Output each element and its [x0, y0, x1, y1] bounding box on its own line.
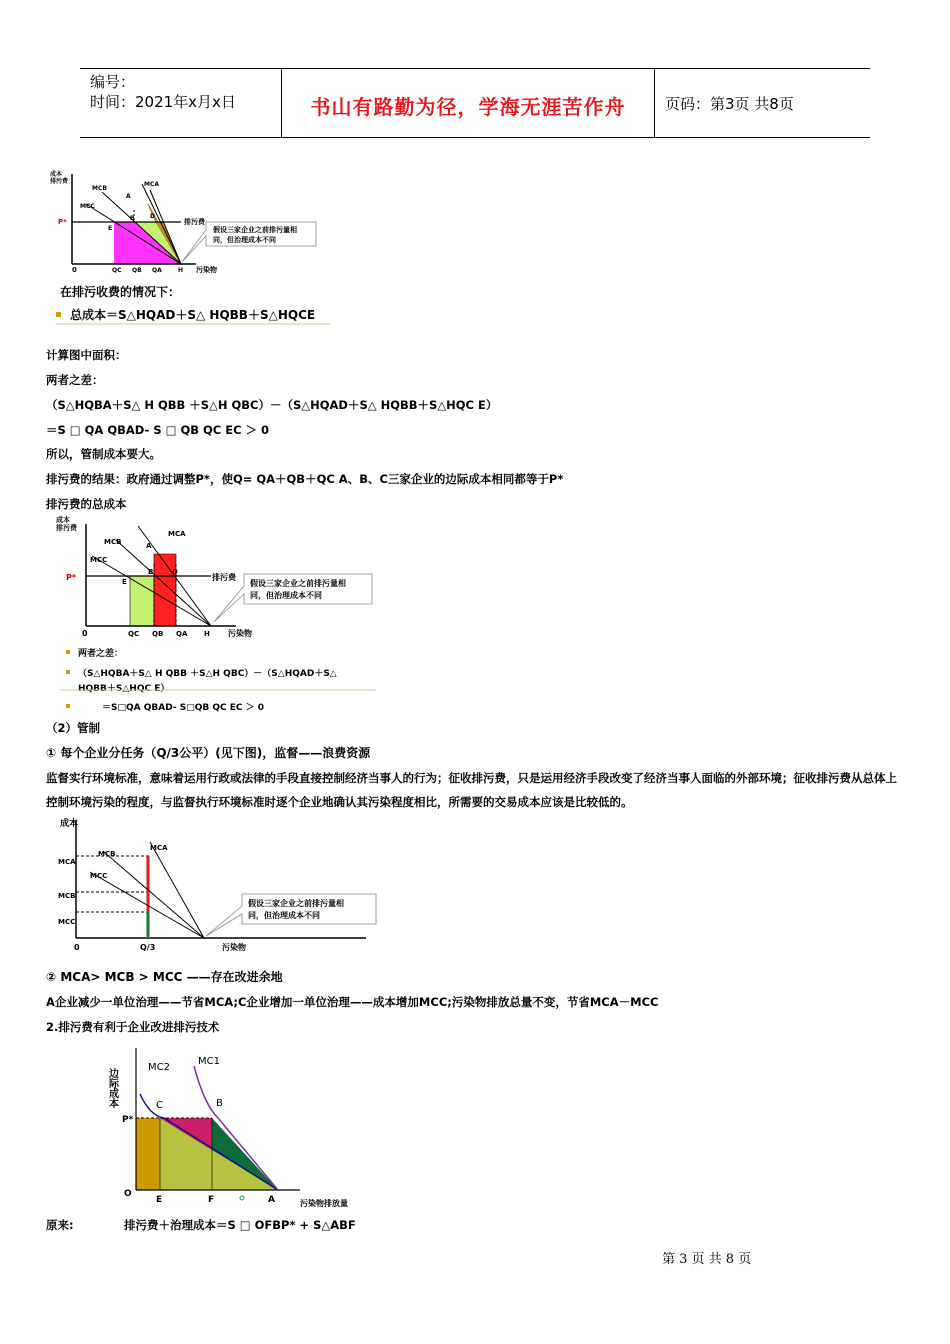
time-label: 时间：2021年x月x日: [90, 93, 236, 111]
fig3-mca-axis: MCA: [58, 858, 76, 866]
fig1-xlabel: 污染物: [196, 266, 217, 274]
text-area-calc: 计算图中面积：: [46, 348, 127, 362]
text-fee-result: 排污费的结果：政府通过调整P*，使Q= QA＋QB＋QC A、B、C三家企业的边际成本相同都等于P*: [46, 472, 564, 486]
text-formula-2: ＝S □ QA QBAD- S □ QB QC EC ＞ 0: [46, 423, 270, 437]
figure-4-chart: [100, 1038, 380, 1212]
page-footer: 第 3 页 共 8 页: [662, 1252, 752, 1267]
original-label: 原来:: [46, 1218, 74, 1232]
fig2-origin: 0: [82, 629, 88, 638]
fig2-fee-line: 排污费: [212, 573, 236, 582]
original-formula: 排污费＋治理成本＝S □ OFBP* + S△ABF: [124, 1218, 356, 1232]
fig2-bullet-1: 两者之差：: [78, 649, 124, 659]
fig4-mc2: MC2: [148, 1062, 170, 1073]
fig1-tick-qc: QC: [112, 267, 122, 274]
fig3-ylabel: 成本: [60, 819, 79, 829]
section-regulation: （2）管制: [46, 721, 101, 735]
fig2-point-b: B: [148, 568, 154, 576]
text-difference: 两者之差：: [46, 373, 104, 387]
fig1-origin: 0: [72, 266, 77, 274]
fig2-ylabel-1: 成本: [56, 516, 70, 524]
fig1-fee-line: 排污费: [184, 218, 205, 226]
fig1-mca: MCA: [144, 181, 160, 188]
regulation-point-1: ① 每个企业分任务（Q/3公平）(见下图)，监督——浪费资源: [46, 746, 371, 760]
fig4-mc1: MC1: [198, 1056, 220, 1067]
fig1-point-b: B: [130, 215, 135, 222]
fig2-tick-qb: QB: [152, 630, 164, 638]
fig1-point-a: A: [126, 193, 131, 200]
fig1-ylabel-2: 排污费: [50, 178, 69, 185]
text-formula-1: （S△HQBA＋S△ H QBB ＋S△H QBC）－（S△HQAD＋S△ HQBB＋S△HQC E）: [46, 398, 498, 412]
fig1-caption-1: 在排污收费的情况下：: [60, 285, 181, 299]
fig2-mcc: MCC: [90, 556, 108, 564]
fig2-bullet-3: ＝S□QA QBAD- S□QB QC EC ＞ 0: [102, 703, 265, 713]
regulation-paragraph: 监督实行环境标准，意味着运用行政或法律的手段直接控制经济当事人的行为；征收排污费，只是运用经济手段改变了经济当事人面临的外部环境；征收排污费从总体上控制环境污染的程度，与监督执行环境标准时逐个企业地确认其污染程度相比，所需要的交易成本应该是比较低的。: [46, 771, 897, 809]
fig2-pstar: P*: [66, 573, 77, 582]
text-conclusion: 所以，管制成本要大。: [46, 447, 161, 461]
fig3-mcb-axis: MCB: [58, 892, 76, 900]
fig4-ylabel: 边际成本: [106, 1068, 118, 1108]
mc-comparison: ② MCA> MCB > MCC ——存在改进余地: [46, 970, 283, 984]
fig2-tick-h: H: [204, 630, 210, 638]
fig2-ylabel-2: 排污费: [56, 524, 77, 532]
fig2-bullet-2: （S△HQBA＋S△ H QBB ＋S△H QBC）－（S△HQAD＋S△: [78, 669, 337, 679]
fig1-callout-line2: 同，但治理成本不同: [213, 236, 276, 244]
fig3-callout-line1: 假设三家企业之前排污量相: [248, 899, 344, 908]
text-fee-total-cost: 排污费的总成本: [46, 497, 127, 511]
fig2-xlabel: 污染物: [228, 629, 252, 638]
fig4-tick-f: F: [208, 1195, 215, 1205]
motto: 书山有路勤为径，学海无涯苦作舟: [310, 95, 626, 119]
fig1-caption-2: 总成本＝S△HQAD＋S△ HQBB＋S△HQCE: [70, 308, 316, 322]
number-label: 编号：: [90, 73, 136, 91]
page-info: 页码：第3页 共8页: [665, 95, 794, 113]
fig3-tick-q3: Q/3: [140, 943, 156, 952]
figure-3-chart: [46, 812, 386, 958]
fig1-ylabel-1: 成本: [50, 171, 63, 178]
fig2-tick-qc: QC: [128, 630, 140, 638]
fig4-origin: O: [124, 1189, 132, 1199]
fig4-tick-a: A: [268, 1195, 275, 1205]
fig4-tick-e: E: [156, 1195, 163, 1205]
fig4-point-b: B: [216, 1098, 223, 1109]
fig3-mcc: MCC: [90, 872, 108, 880]
fig1-tick-qa: QA: [152, 267, 162, 274]
fig3-origin: 0: [74, 943, 80, 952]
fig2-point-d: D: [172, 568, 178, 576]
fig3-mcc-axis: MCC: [58, 918, 76, 926]
fig4-xlabel: 污染物排放量: [300, 1199, 348, 1208]
fig3-mca: MCA: [150, 844, 168, 852]
fig2-mcb: MCB: [104, 538, 122, 546]
mc-improvement: A企业减少一单位治理——节省MCA;C企业增加一单位治理——成本增加MCC;污染物排放总量不变，节省MCA－MCC: [46, 995, 659, 1009]
fig1-point-e: E: [108, 225, 113, 232]
fig2-mca: MCA: [168, 530, 186, 538]
fig1-mcb: MCB: [92, 185, 107, 192]
motto-cell: [281, 69, 655, 137]
fig3-xlabel: 污染物: [222, 943, 246, 952]
fig1-tick-qb: QB: [132, 267, 142, 274]
fig3-mcb: MCB: [98, 850, 116, 858]
fig1-mcc: MCC: [80, 203, 95, 210]
fig2-tick-qa: QA: [176, 630, 188, 638]
fig2-bullet-2b: HQBB＋S△HQC E）: [78, 684, 170, 694]
fig1-callout-line1: 假设三家企业之前排污量相: [213, 226, 297, 234]
fig1-tick-h: H: [178, 267, 184, 274]
figure-2-chart: [46, 514, 386, 724]
fig2-callout-line1: 假设三家企业之前排污量相: [250, 579, 346, 588]
fig2-point-e: E: [122, 578, 127, 586]
figure-1-chart: [46, 162, 346, 332]
fig3-callout-line2: 同，但治理成本不同: [248, 911, 320, 920]
fig4-pstar: P*: [122, 1115, 134, 1125]
fig2-callout-line2: 同，但治理成本不同: [250, 591, 322, 600]
fig1-point-d: D: [150, 213, 155, 220]
fig2-point-a: A: [146, 542, 152, 550]
section-tech-improve: 2.排污费有利于企业改进排污技术: [46, 1020, 220, 1034]
fig1-pstar: P*: [58, 218, 67, 226]
fig4-point-c: C: [156, 1100, 163, 1111]
document-header: [80, 68, 870, 138]
